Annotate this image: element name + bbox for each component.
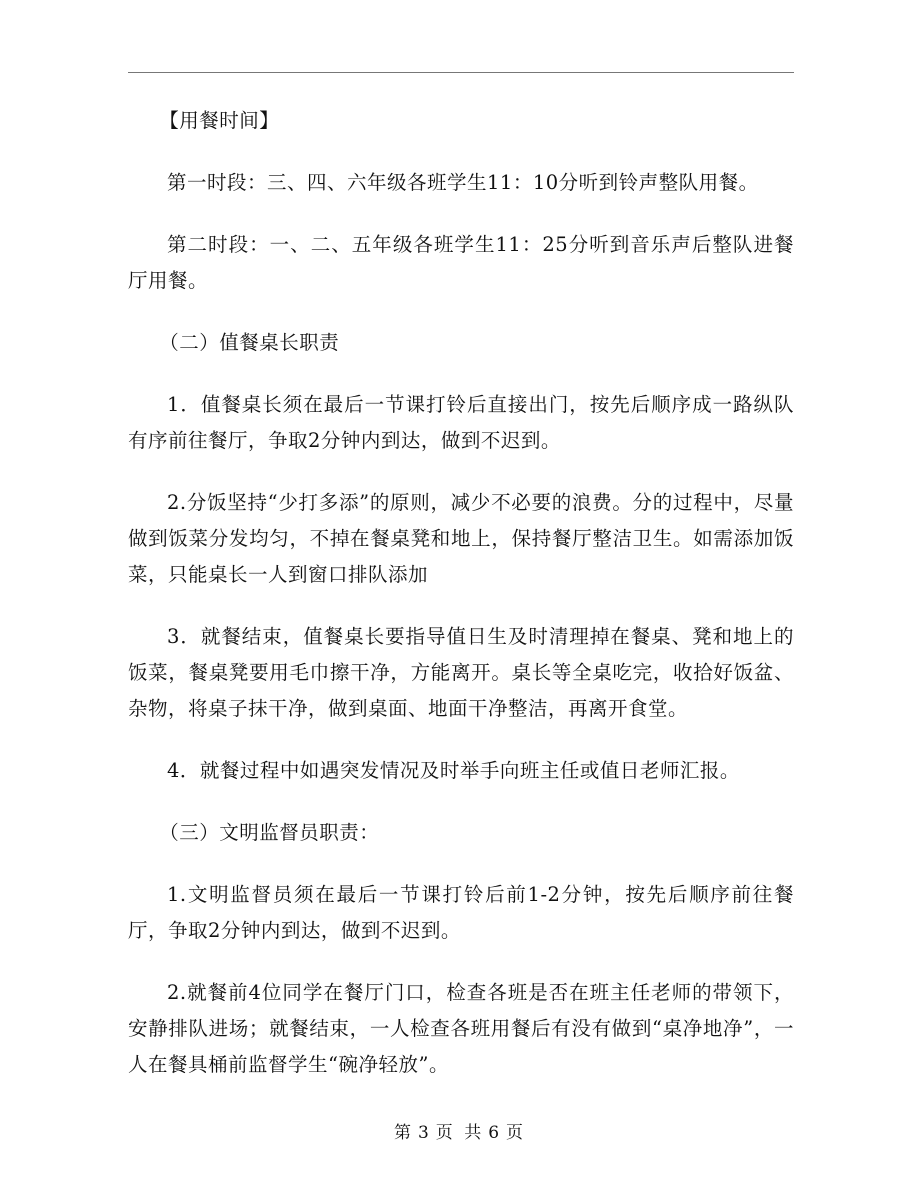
paragraph-first-period: 第一时段：三、四、六年级各班学生11：10分听到铃声整队用餐。 (167, 171, 759, 194)
paragraph-second-period: 第二时段：一、二、五年级各班学生11：25分听到音乐声后整队进餐厅用餐。 (128, 233, 794, 292)
paragraph-supervisor-duty-1: 1.文明监督员须在最后一节课打铃后前1-2分钟，按先后顺序前往餐厅，争取2分钟内到达，做到不迟到。 (128, 883, 794, 942)
paragraph-supervisor-duty-2: 2.就餐前4位同学在餐厅门口，检查各班是否在班主任老师的带领下，安静排队进场；就餐结束，一人检查各班用餐后有没有做到“桌净地净”，一人在餐具桶前监督学生“碗净轻放”。 (128, 981, 794, 1076)
footer-page-number: 3 (417, 1123, 432, 1143)
section-heading-meal-time: 【用餐时间】 (159, 109, 280, 132)
paragraph-leader-duty-3: 3．就餐结束，值餐桌长要指导值日生及时清理掉在餐桌、凳和地上的饭菜，餐桌凳要用毛巾擦干净，方能离开。桌长等全桌吃完，收拾好饭盆、杂物，将桌子抹干净，做到桌面、地面干净整洁，再离开食堂。 (128, 625, 794, 720)
footer-suffix: 页 (506, 1123, 527, 1143)
section-heading-table-leader: （二）值餐桌长职责 (159, 331, 340, 354)
paragraph-leader-duty-2: 2.分饭坚持“少打多添”的原则，减少不必要的浪费。分的过程中，尽量做到饭菜分发均匀，不掉在餐桌凳和地上，保持餐厅整洁卫生。如需添加饭菜，只能桌长一人到窗口排队添加 (128, 491, 794, 586)
document-body (128, 103, 794, 1109)
paragraph-leader-duty-4: 4．就餐过程中如遇突发情况及时举手向班主任或值日老师汇报。 (167, 759, 740, 782)
paragraph-leader-duty-1: 1．值餐桌长须在最后一节课打铃后直接出门，按先后顺序成一路纵队有序前往餐厅，争取2分钟内到达，做到不迟到。 (128, 393, 794, 452)
page-footer (0, 1118, 920, 1143)
header-rule (128, 72, 794, 73)
section-heading-supervisor: （三）文明监督员职责： (159, 821, 380, 844)
footer-total-pages: 6 (488, 1123, 503, 1143)
footer-prefix: 第 (393, 1123, 414, 1143)
footer-middle: 页 共 (435, 1123, 485, 1143)
